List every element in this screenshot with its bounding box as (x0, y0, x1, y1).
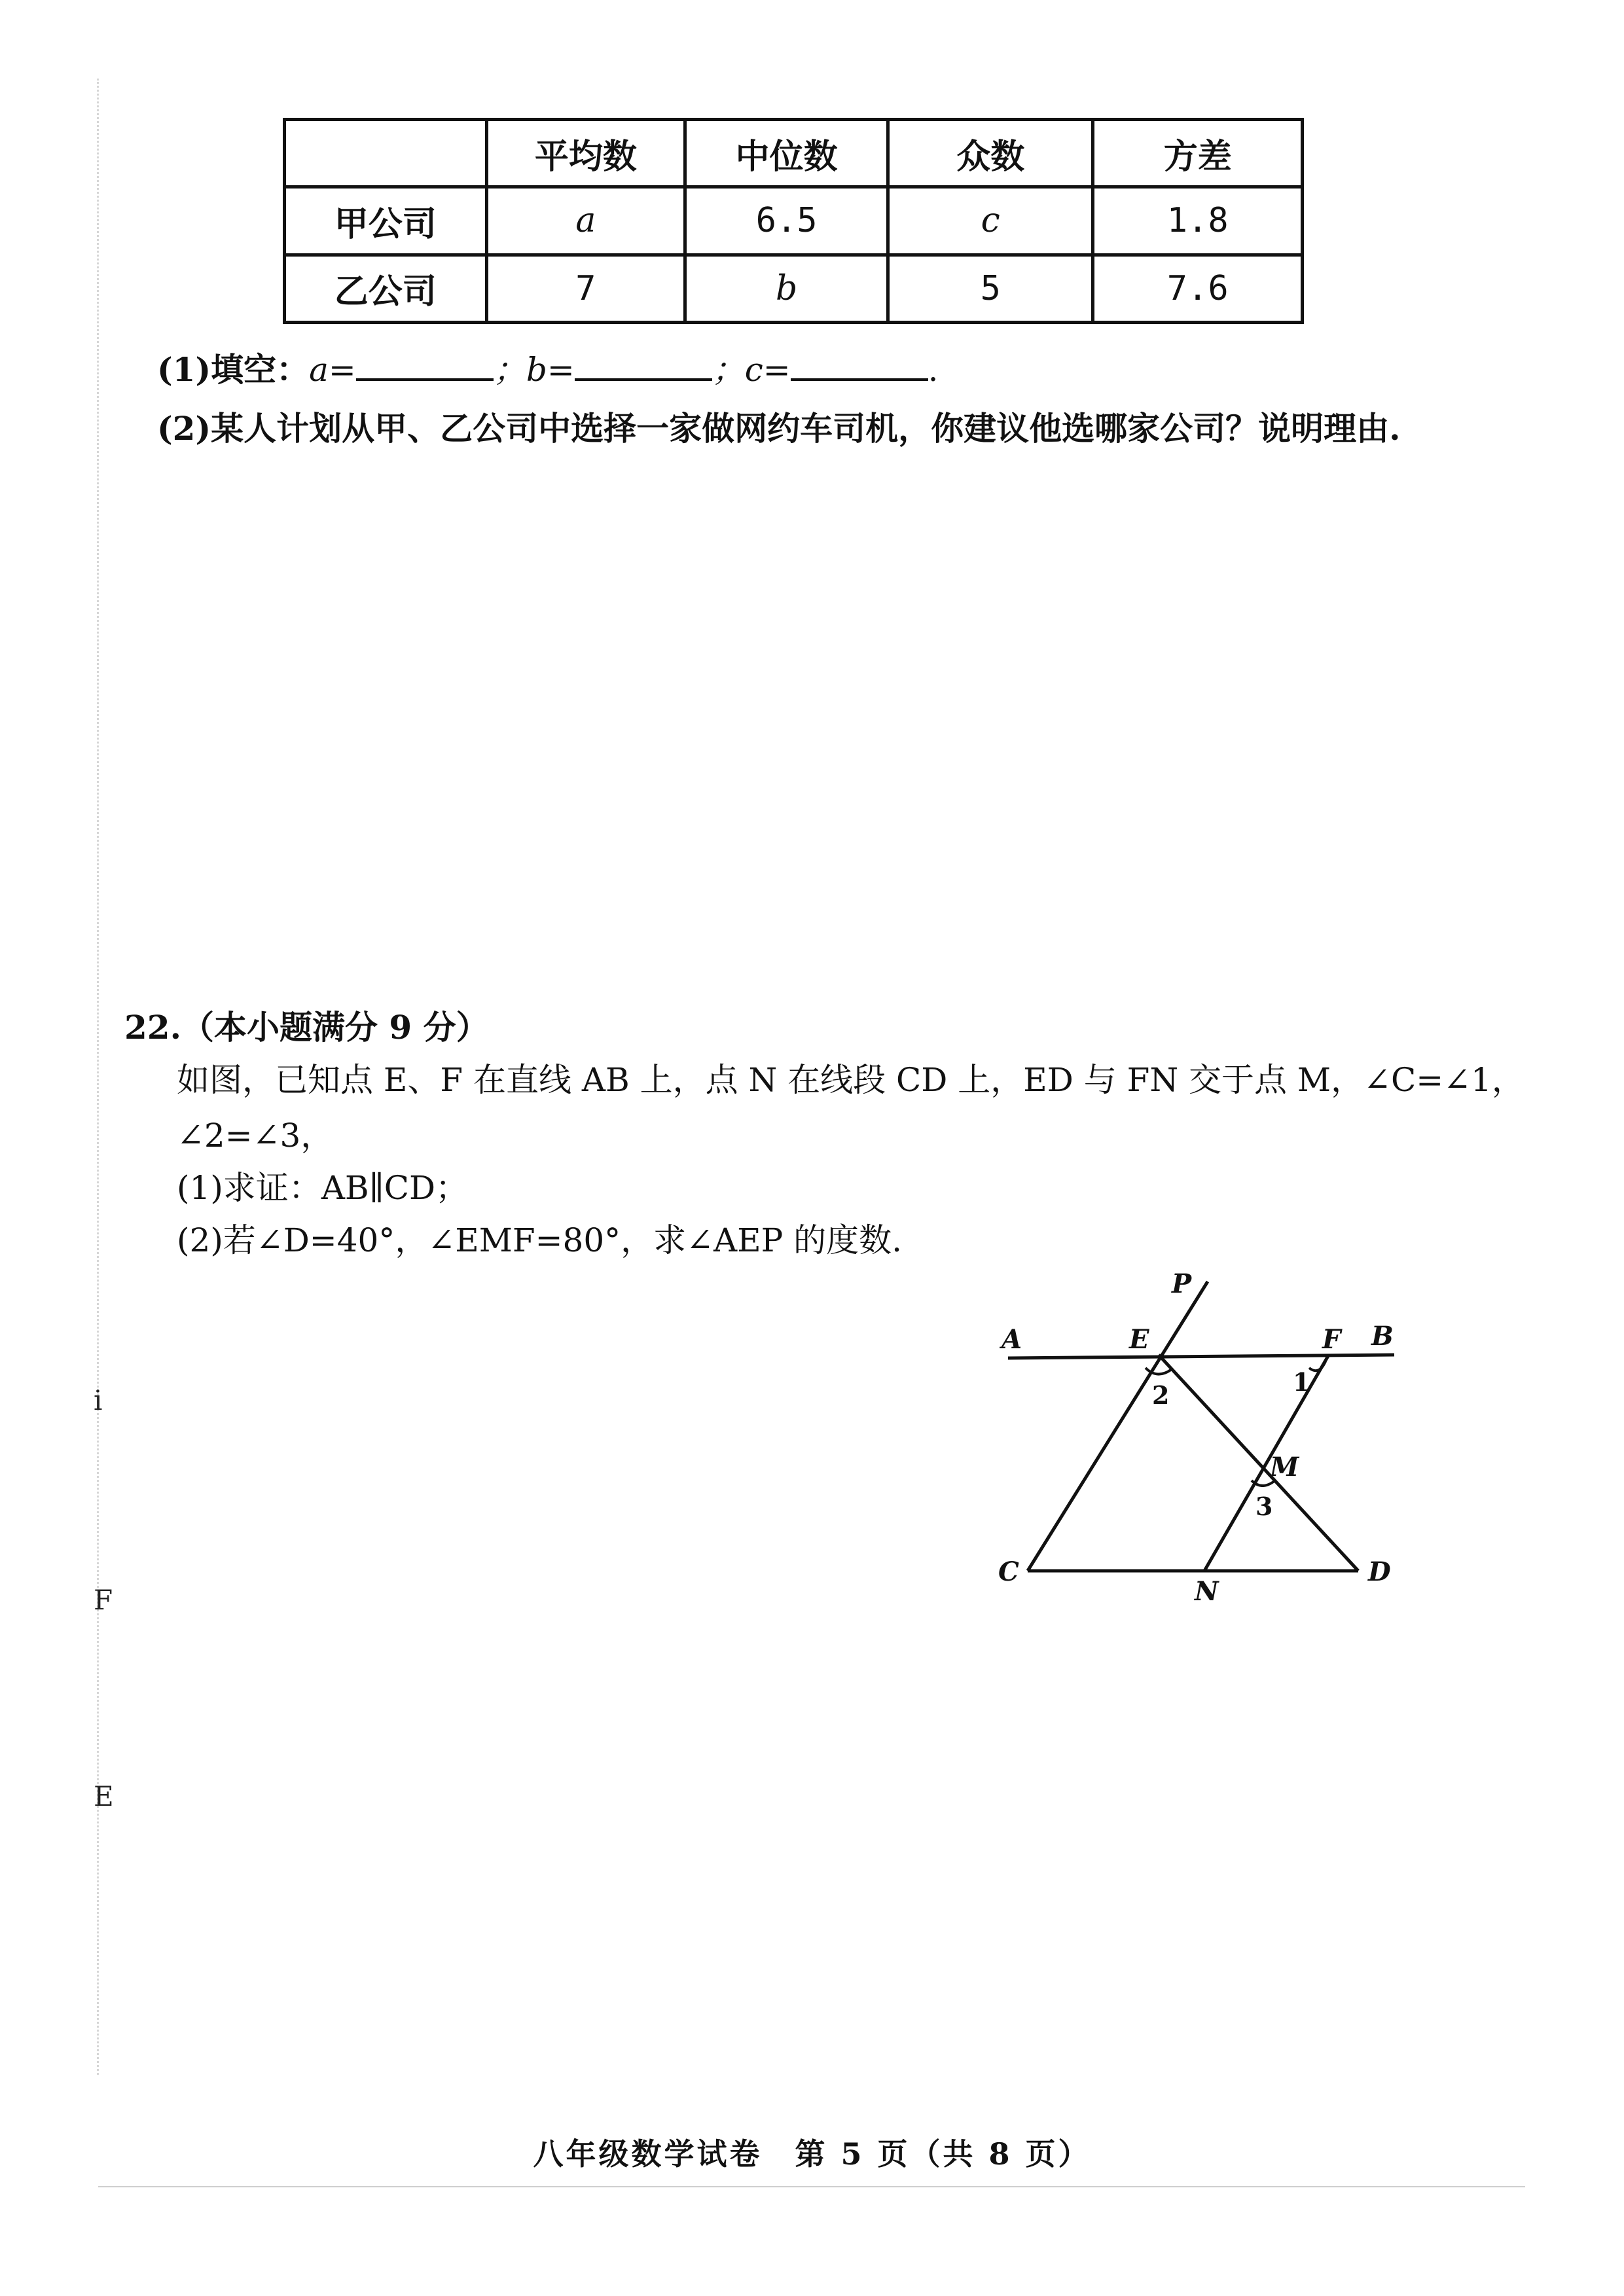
table-cell: a (486, 187, 685, 255)
geometry-figure (982, 1263, 1427, 1617)
blank-label-a: a= (309, 351, 356, 389)
q21-part2: (2)某人计划从甲、乙公司中选择一家做网约车司机，你建议他选哪家公司？说明理由. (157, 409, 1401, 448)
table-cell: 7 (486, 255, 685, 322)
row-label: 乙公司 (285, 255, 487, 322)
table-header-cell: 中位数 (685, 120, 888, 187)
label-f: F (1322, 1324, 1341, 1355)
q22-stem-line2: ∠2=∠3， (177, 1117, 334, 1155)
answer-blank-a[interactable] (356, 352, 494, 381)
line-ab (1008, 1355, 1394, 1358)
q22-part2: (2)若∠D=40°，∠EMF=80°，求∠AEP 的度数. (177, 1221, 903, 1259)
segment-fn (1204, 1355, 1329, 1571)
table-row (285, 255, 1303, 322)
table-header-cell (285, 120, 487, 187)
table-header-cell: 众数 (888, 120, 1093, 187)
answer-blank-b[interactable] (575, 352, 712, 381)
label-m: M (1270, 1452, 1299, 1482)
gutter-mark: i (94, 1384, 103, 1416)
table-row (285, 187, 1303, 255)
line-pc (1028, 1282, 1208, 1571)
part-label: (1)填空： (157, 350, 310, 389)
blank-label-c: ；c= (712, 351, 791, 389)
footer-divider (98, 2186, 1525, 2187)
table-cell: 1.8 (1093, 187, 1303, 255)
page-footer: 八年级数学试卷 第 5 页（共 8 页） (533, 2136, 1091, 2172)
label-e: E (1129, 1324, 1149, 1355)
angle-label-2: 2 (1152, 1380, 1170, 1410)
label-n: N (1195, 1576, 1219, 1607)
table-header-cell: 方差 (1093, 120, 1303, 187)
table-header-cell: 平均数 (486, 120, 685, 187)
q22-title: 22.（本小题满分 9 分） (124, 1008, 489, 1047)
binding-gutter (97, 79, 101, 2075)
table-header-row (285, 120, 1303, 187)
q22-part1: (1)求证：AB∥CD； (177, 1169, 469, 1207)
q21-part1-fill-blank (157, 344, 939, 391)
answer-blank-c[interactable] (791, 352, 928, 381)
gutter-mark: F (94, 1584, 113, 1616)
table-cell: 5 (888, 255, 1093, 322)
label-b: B (1371, 1321, 1394, 1352)
gutter-mark: E (94, 1780, 114, 1812)
q22-stem-line1: 如图，已知点 E、F 在直线 AB 上，点 N 在线段 CD 上，ED 与 FN 交于点 M，∠C=∠1， (177, 1061, 1525, 1099)
label-p: P (1172, 1268, 1192, 1299)
label-a: A (1001, 1324, 1022, 1355)
blank-label-b: ；b= (493, 351, 575, 389)
table-cell: 6.5 (685, 187, 888, 255)
angle-label-3: 3 (1255, 1492, 1273, 1521)
angle-label-1: 1 (1293, 1367, 1310, 1397)
segment-ed (1159, 1355, 1358, 1571)
table-cell: c (888, 187, 1093, 255)
statistics-table (283, 118, 1304, 324)
table-cell: 7.6 (1093, 255, 1303, 322)
label-c: C (998, 1556, 1019, 1587)
row-label: 甲公司 (285, 187, 487, 255)
table-cell: b (685, 255, 888, 322)
label-d: D (1368, 1556, 1391, 1587)
sentence-end: . (928, 351, 939, 389)
